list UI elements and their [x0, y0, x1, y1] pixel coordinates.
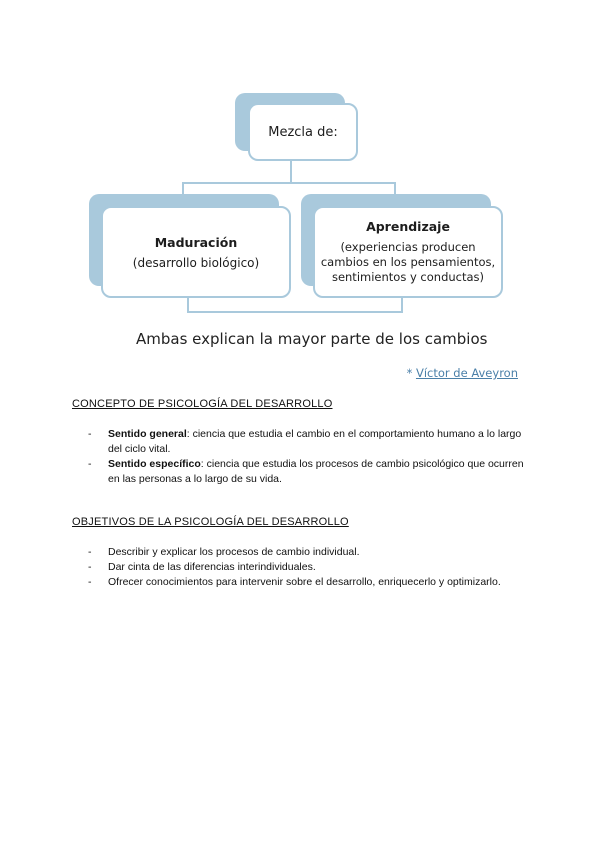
objetivos-list: [88, 545, 528, 590]
section-title-concepto: CONCEPTO DE PSICOLOGÍA DEL DESARROLLO: [72, 398, 333, 410]
definition-text: : ciencia que estudia el cambio en el comportamiento humano a lo largo del ciclo vital.: [108, 428, 522, 455]
list-item: [88, 575, 528, 590]
bullet-dash: -: [88, 428, 92, 440]
maduracion-box: [101, 206, 291, 298]
connector-horizontal: [182, 182, 396, 184]
bracket-bottom: [187, 311, 403, 313]
list-item: [88, 457, 528, 487]
bullet-dash: -: [88, 576, 92, 588]
hierarchy-diagram: [0, 0, 600, 360]
term-sentido-general: Sentido general: [108, 428, 187, 440]
section-title-objetivos: OBJETIVOS DE LA PSICOLOGÍA DEL DESARROLLO: [72, 516, 349, 528]
connector-right-drop: [394, 182, 396, 194]
bullet-dash: -: [88, 458, 92, 470]
aprendizaje-title: Aprendizaje: [366, 219, 450, 234]
term-sentido-especifico: Sentido específico: [108, 458, 201, 470]
bracket-right: [401, 298, 403, 312]
bullet-dash: -: [88, 546, 92, 558]
definition-text: : ciencia que estudia los procesos de cambio psicológico que ocurren en las personas a lo largo de su vida.: [108, 458, 524, 485]
objective-text: Describir y explicar los procesos de cambio individual.: [108, 546, 360, 558]
connector-vertical-top: [290, 161, 292, 183]
top-box: [248, 103, 358, 161]
objective-text: Ofrecer conocimientos para intervenir sobre el desarrollo, enriquecerlo y optimizarlo.: [108, 576, 501, 588]
reference-line: [407, 366, 518, 380]
list-item: [88, 560, 528, 575]
victor-de-aveyron-link[interactable]: Víctor de Aveyron: [415, 366, 518, 380]
bullet-dash: -: [88, 561, 92, 573]
connector-left-drop: [182, 182, 184, 194]
maduracion-subtitle: (desarrollo biológico): [132, 255, 260, 270]
objective-text: Dar cinta de las diferencias interindividuales.: [108, 561, 316, 573]
reference-prefix: *: [406, 366, 416, 380]
concepto-list: [88, 427, 528, 487]
top-box-label: Mezcla de:: [268, 124, 338, 140]
diagram-caption: Ambas explican la mayor parte de los cambios: [136, 330, 488, 348]
aprendizaje-subtitle: (experiencias producen cambios en los pensamientos, sentimientos y conductas): [320, 240, 496, 284]
bracket-left: [187, 298, 189, 312]
list-item: [88, 427, 528, 457]
maduracion-title: Maduración: [154, 234, 238, 250]
aprendizaje-box: [313, 206, 503, 298]
list-item: [88, 545, 528, 560]
